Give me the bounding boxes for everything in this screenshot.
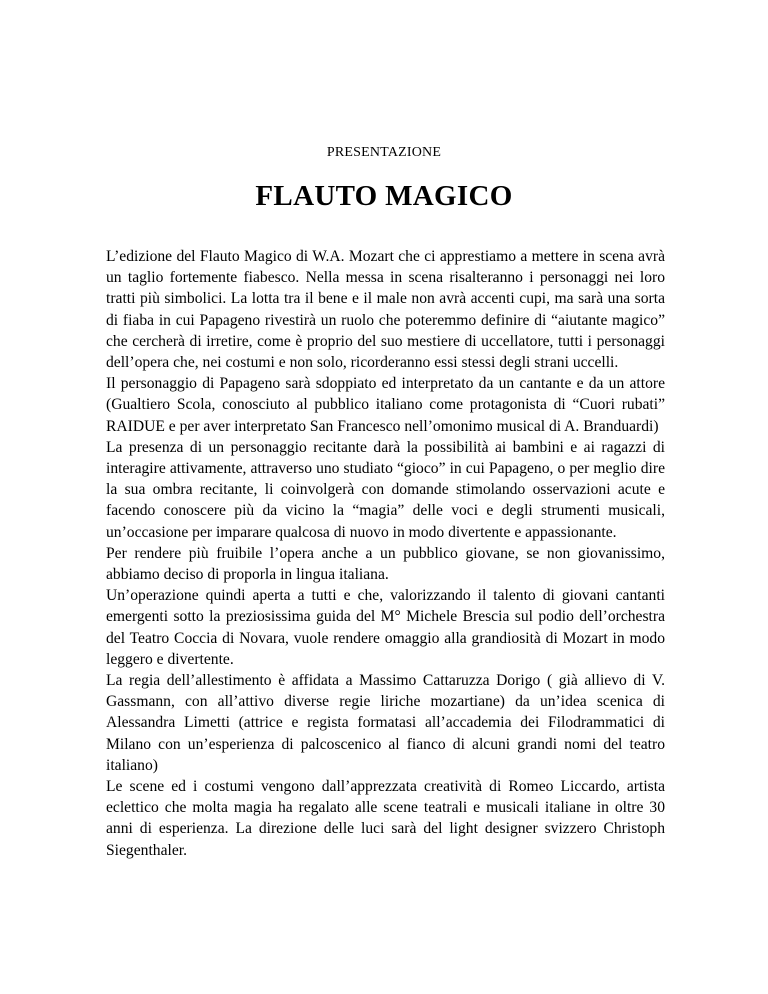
paragraph: Per rendere più fruibile l’opera anche a un pubblico giovane, se non giovanissimo, abbiamo deciso di proporla in lingua italiana. (106, 544, 665, 584)
paragraph: La presenza di un personaggio recitante darà la possibilità ai bambini e ai ragazzi di interagire attivamente, attraverso uno studiato “gioco” in cui Papageno, o per meglio dire la sua ombra recitante, li coinvolgerà con domande stimolando osservazioni acute e facendo conoscere più da vicino la “magia” delle voci e degli strumenti musicali, un’occasione per imparare qualcosa di nuovo in modo divertente e appassionante. (106, 438, 665, 541)
paragraph: Il personaggio di Papageno sarà sdoppiato ed interpretato da un cantante e da un attore (Gualtiero Scola, conosciuto al pubblico italiano come protagonista di “Cuori rubati” RAIDUE e per aver interpretato San Francesco nell’omonimo musical di A. Branduardi) (106, 375, 665, 435)
paragraph: L’edizione del Flauto Magico di W.A. Mozart che ci apprestiamo a mettere in scena avrà un taglio fortemente fiabesco. Nella messa in scena risalteranno i personaggi nei loro tratti più simbolici. La lotta tra il bene e il male non avrà accenti cupi, ma sarà una sorta di fiaba in cui Papageno rivestirà un ruolo che poteremmo definire di “aiutante magico” che cercherà di irretire, come è proprio del suo mestiere di uccellatore, tutti i personaggi dell’opera che, nei costumi e non solo, ricorderanno essi stessi degli strani uccelli. (106, 248, 665, 372)
paragraph: La regia dell’allestimento è affidata a Massimo Cattaruzza Dorigo ( già allievo di V. Gassmann, con all’attivo diverse regie liriche mozartiane) da un’idea scenica di Alessandra Limetti (attrice e regista formatasi all’accademia dei Filodrammatici di Milano con un’esperienza di palcoscenico al fianco di alcuni grandi nomi del teatro italiano) (106, 672, 665, 774)
document-subtitle: PRESENTAZIONE (326, 145, 442, 160)
document-title: FLAUTO MAGICO (255, 180, 513, 212)
paragraph: Le scene ed i costumi vengono dall’apprezzata creatività di Romeo Liccardo, artista eclettico che molta magia ha regalato alle scene teatrali e musicali italiane in oltre 30 anni di esperienza. La direzione delle luci sarà del light designer svizzero Christoph Siegenthaler. (106, 778, 665, 859)
paragraph: Un’operazione quindi aperta a tutti e che, valorizzando il talento di giovani cantanti emergenti sotto la preziosissima guida del M° Michele Brescia sul podio dell’orchestra del Teatro Coccia di Novara, vuole rendere omaggio alla grandiosità di Mozart in modo leggero e divertente. (106, 587, 665, 668)
document-body (106, 246, 665, 861)
